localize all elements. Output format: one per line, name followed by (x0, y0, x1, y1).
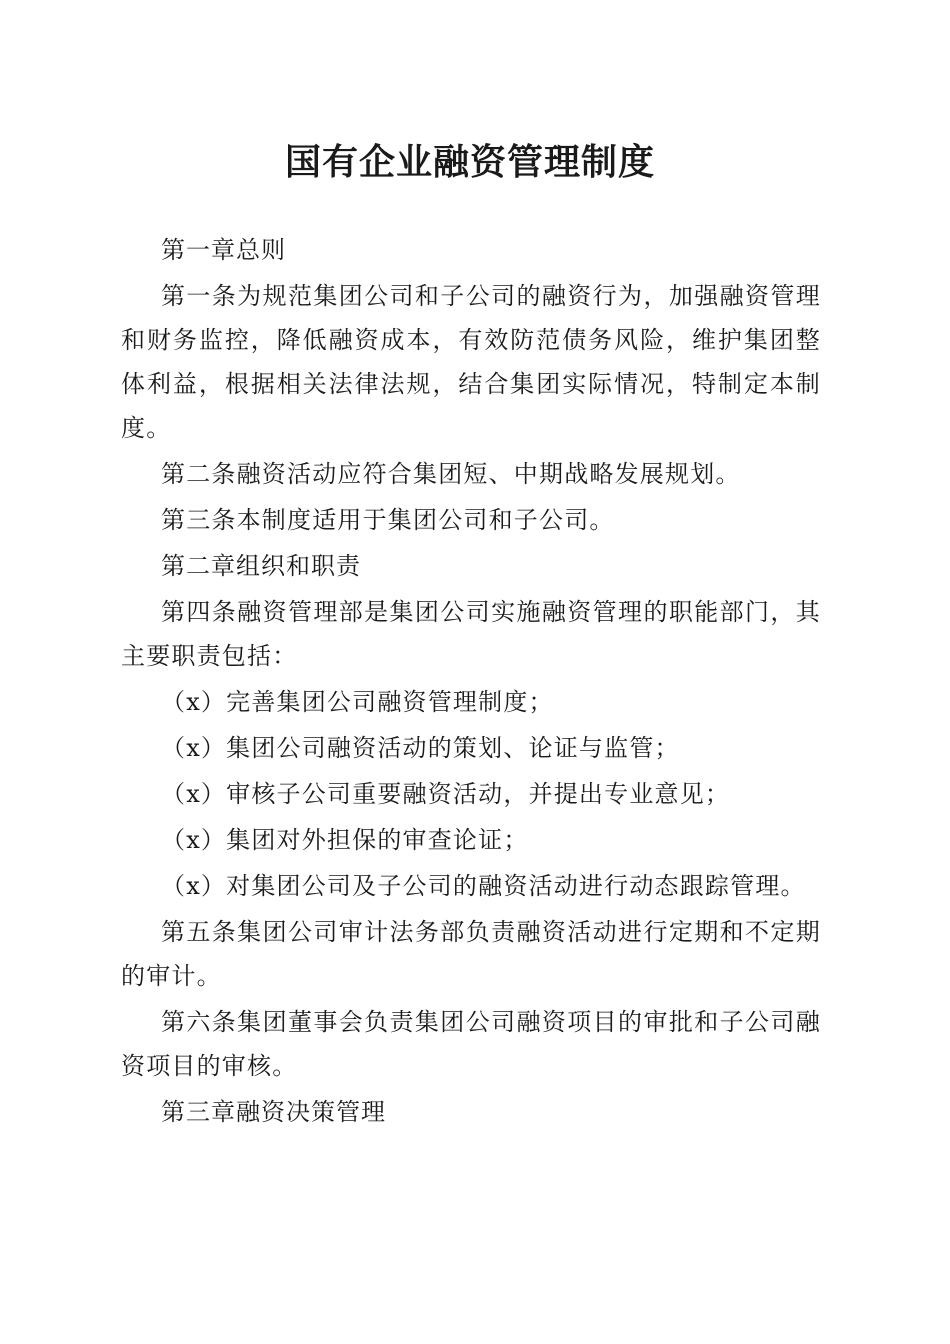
list-item: （x）对集团公司及子公司的融资活动进行动态跟踪管理。 (161, 872, 806, 900)
chapter-heading: 第一章总则 (161, 236, 286, 264)
chapter-heading: 第二章组织和职责 (161, 552, 361, 580)
article-paragraph: 第四条融资管理部是集团公司实施融资管理的职能部门，其主要职责包括： (121, 598, 821, 670)
list-item: （x）集团对外担保的审查论证； (161, 826, 529, 854)
article-paragraph: 第一条为规范集团公司和子公司的融资行为，加强融资管理和财务监控，降低融资成本，有效防范债务风险，维护集团整体利益，根据相关法律法规，结合集团实际情况，特制定本制度。 (121, 282, 821, 442)
document-title: 国有企业融资管理制度 (284, 141, 655, 183)
list-item: （x）集团公司融资活动的策划、论证与监管； (161, 734, 680, 762)
article-paragraph: 第六条集团董事会负责集团公司融资项目的审批和子公司融资项目的审核。 (121, 1008, 821, 1080)
document-body (121, 228, 821, 1134)
list-item: （x）审核子公司重要融资活动，并提出专业意见； (161, 780, 731, 808)
article-paragraph: 第三条本制度适用于集团公司和子公司。 (161, 506, 615, 534)
chapter-heading: 第三章融资决策管理 (161, 1098, 386, 1126)
article-paragraph: 第二条融资活动应符合集团短、中期战略发展规划。 (161, 460, 741, 488)
list-item: （x）完善集团公司融资管理制度； (161, 688, 554, 716)
article-paragraph: 第五条集团公司审计法务部负责融资活动进行定期和不定期的审计。 (121, 918, 821, 990)
